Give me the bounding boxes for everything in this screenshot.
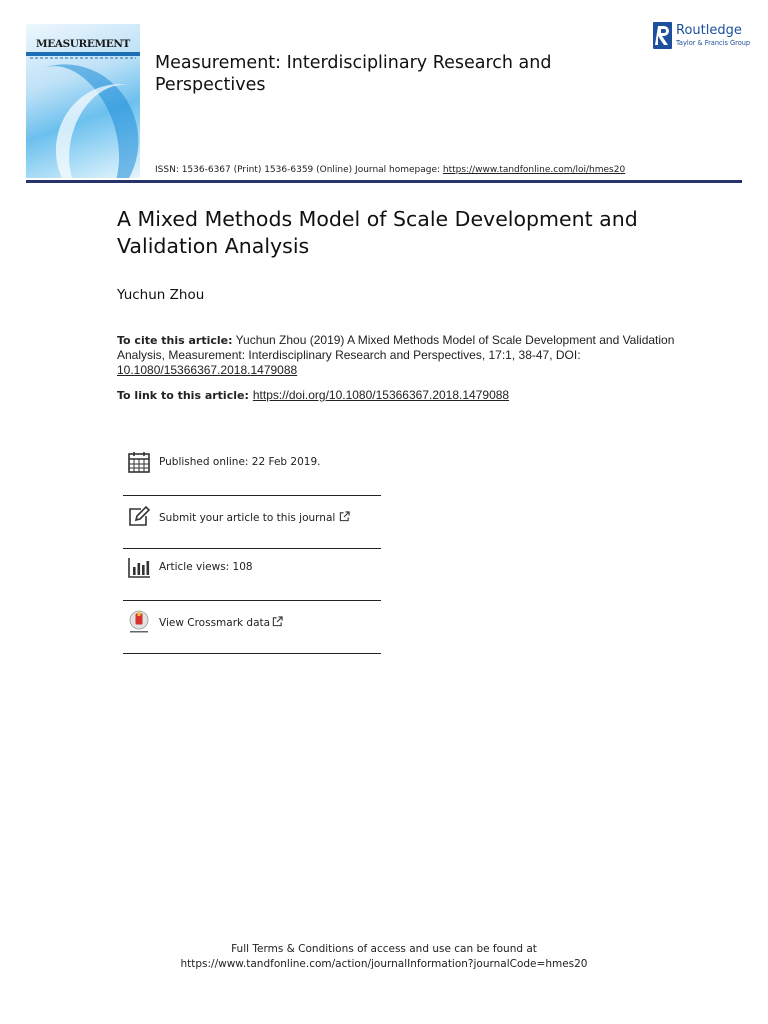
citation-doi-link[interactable]: 10.1080/15366367.2018.1479088 [117,363,298,377]
terms-footer [0,942,768,972]
journal-cover [26,24,140,178]
cover-title: MEASUREMENT [36,38,130,50]
citation-block [117,333,677,378]
article-link-block [117,388,677,402]
meta-divider [123,653,381,654]
meta-divider [123,600,381,601]
article-link-label: To link to this article: [117,389,249,402]
publisher-logo[interactable] [653,22,753,52]
journal-homepage-link[interactable]: https://www.tandfonline.com/loi/hmes20 [442,165,626,175]
meta-divider [123,548,381,549]
meta-divider [123,495,381,496]
journal-title: Measurement: Interdisciplinary Research and Perspectives [155,53,552,95]
article-title: A Mixed Methods Model of Scale Development and Validation Analysis [117,207,638,258]
routledge-logo-icon [653,22,672,49]
citation-text: Yuchun Zhou (2019) A Mixed Methods Model of Scale Development and Validation Analysis, Measurement: Interdisciplinary Research and Perspectives, 17:1, 38-47, DOI: [117,333,675,362]
issn-text: ISSN: 1536-6367 (Print) 1536-6359 (Online) Journal homepage: [155,165,443,175]
submit-article-text: Submit your article to this journal [159,512,336,524]
article-views-text: Article views: 108 [159,561,253,573]
terms-line-1: Full Terms & Conditions of access and use can be found at [231,943,537,955]
bar-chart-icon [127,555,151,579]
edit-icon [127,505,151,529]
cover-subtitle-strip [30,57,136,59]
submit-article-item[interactable] [123,503,381,533]
terms-url[interactable]: https://www.tandfonline.com/action/journalInformation?journalCode=hmes20 [180,958,588,970]
submit-article-link[interactable] [159,511,350,524]
crossmark-icon [127,610,151,634]
published-online-text: Published online: 22 Feb 2019. [159,456,321,468]
crossmark-link[interactable] [159,616,283,629]
citation-label: To cite this article: [117,334,233,347]
issn-line [155,165,625,175]
article-doi-link[interactable]: https://doi.org/10.1080/15366367.2018.1479088 [252,388,510,402]
crossmark-text: View Crossmark data [159,617,271,629]
header-divider [26,180,742,183]
cover-bar [26,52,140,56]
article-author: Yuchun Zhou [117,287,205,303]
external-link-icon [272,616,283,627]
external-link-icon [339,511,350,522]
publisher-name: Routledge [676,23,742,38]
publisher-group: Taylor & Francis Group [676,39,751,47]
published-online-item [123,448,381,478]
crossmark-item[interactable] [123,608,381,638]
calendar-icon [127,450,151,474]
article-views-item [123,553,381,583]
